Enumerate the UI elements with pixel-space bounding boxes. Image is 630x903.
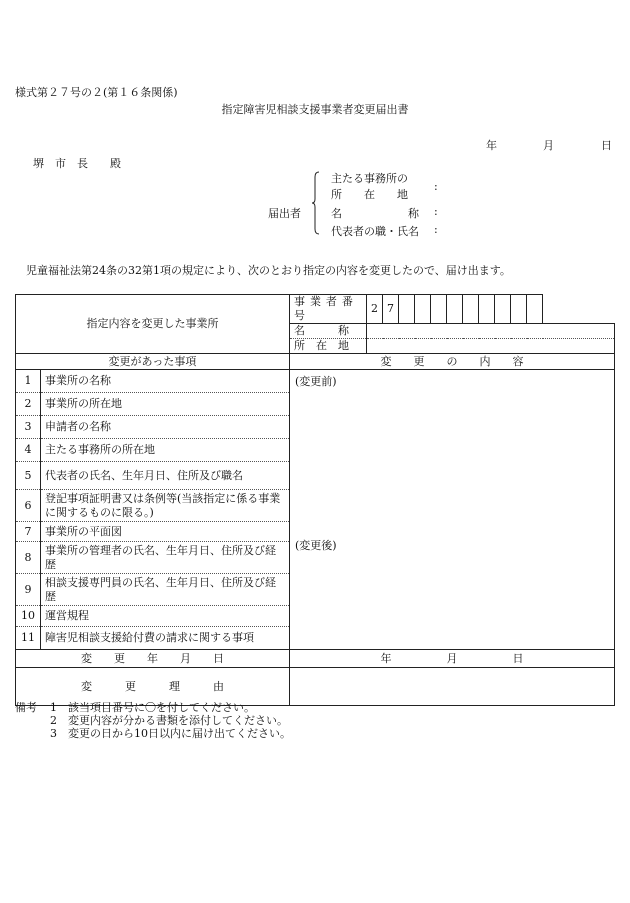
office-location-label-2: 所 在 地 [331,188,408,201]
item-number: 11 [16,627,41,650]
business-name-label: 名 称 [290,324,367,339]
after-label: (変更後) [295,539,337,552]
change-date-value[interactable]: 年 月 日 [290,650,615,668]
date-month-label: 月 [543,139,554,152]
addressee: 堺 市 長 殿 [33,157,121,170]
business-label: 指定内容を変更した事業所 [16,295,290,354]
applicant-name-label: 名 称 [331,207,419,220]
brace-icon [312,171,320,235]
applicant-name-colon: : [434,205,438,218]
business-location-field[interactable] [367,339,615,354]
business-number-digit[interactable] [495,295,511,324]
business-number-digit[interactable] [527,295,543,324]
business-number-digit[interactable] [463,295,479,324]
item-number: 9 [16,574,41,606]
representative-colon: : [434,223,438,236]
item-number: 1 [16,370,41,393]
item-number: 7 [16,522,41,542]
notes-label: 備考 [15,701,37,714]
note-item: 3 変更の日から10日以内に届け出てください。 [50,727,291,740]
business-name-field[interactable] [367,324,615,339]
business-number-digit[interactable] [431,295,447,324]
business-number-digit[interactable]: 7 [383,295,399,324]
business-location-label: 所 在 地 [290,339,367,354]
item-text: 事業所の平面図 [41,522,290,542]
item-text: 事業所の名称 [41,370,290,393]
office-location-label-1: 主たる事務所の [331,172,408,185]
item-text: 申請者の名称 [41,416,290,439]
business-number-label: 事業者番号 [290,295,367,324]
business-number-digit[interactable]: 2 [367,295,383,324]
change-reason-field[interactable] [290,668,615,706]
item-text: 主たる事務所の所在地 [41,439,290,462]
item-text: 事業所の所在地 [41,393,290,416]
item-text: 相談支援専門員の氏名、生年月日、住所及び経歴 [41,574,290,606]
item-text: 運営規程 [41,606,290,627]
representative-label: 代表者の職・氏名 [331,225,419,238]
item-number: 5 [16,462,41,490]
item-number: 8 [16,542,41,574]
item-number: 10 [16,606,41,627]
form-id: 様式第２７号の２(第１６条関係) [15,86,178,99]
document-title: 指定障害児相談支援事業者変更届出書 [221,103,409,116]
business-number-digit[interactable] [399,295,415,324]
note-item: 2 変更内容が分かる書類を添付してください。 [50,714,288,727]
change-content-header: 変 更 の 内 容 [290,354,615,370]
office-location-colon: : [434,180,438,193]
item-text: 代表者の氏名、生年月日、住所及び職名 [41,462,290,490]
before-label: (変更前) [295,375,337,388]
note-item: 1 該当項目番号に〇を付してください。 [50,701,255,714]
item-number: 6 [16,490,41,522]
business-number-digit[interactable] [447,295,463,324]
item-text: 障害児相談支援給付費の請求に関する事項 [41,627,290,650]
item-number: 3 [16,416,41,439]
changed-items-header: 変更があった事項 [16,354,290,370]
item-number: 4 [16,439,41,462]
item-text: 登記事項証明書又は条例等(当該指定に係る事業に関するものに限る。) [41,490,290,522]
change-reason-label: 変 更 理 由 [16,668,290,706]
intro-text: 児童福祉法第24条の32第1項の規定により、次のとおり指定の内容を変更したので、届け出ます。 [26,264,511,277]
change-date-label: 変 更 年 月 日 [16,650,290,668]
business-number-digit[interactable] [511,295,527,324]
change-table [15,294,615,706]
item-text: 事業所の管理者の氏名、生年月日、住所及び経歴 [41,542,290,574]
applicant-label: 届出者 [268,207,301,220]
business-number-digit[interactable] [415,295,431,324]
business-number-digit[interactable] [479,295,495,324]
blank-cell [543,295,615,324]
date-year-label: 年 [486,139,497,152]
change-content-cell[interactable] [290,370,615,650]
item-number: 2 [16,393,41,416]
date-day-label: 日 [601,139,612,152]
